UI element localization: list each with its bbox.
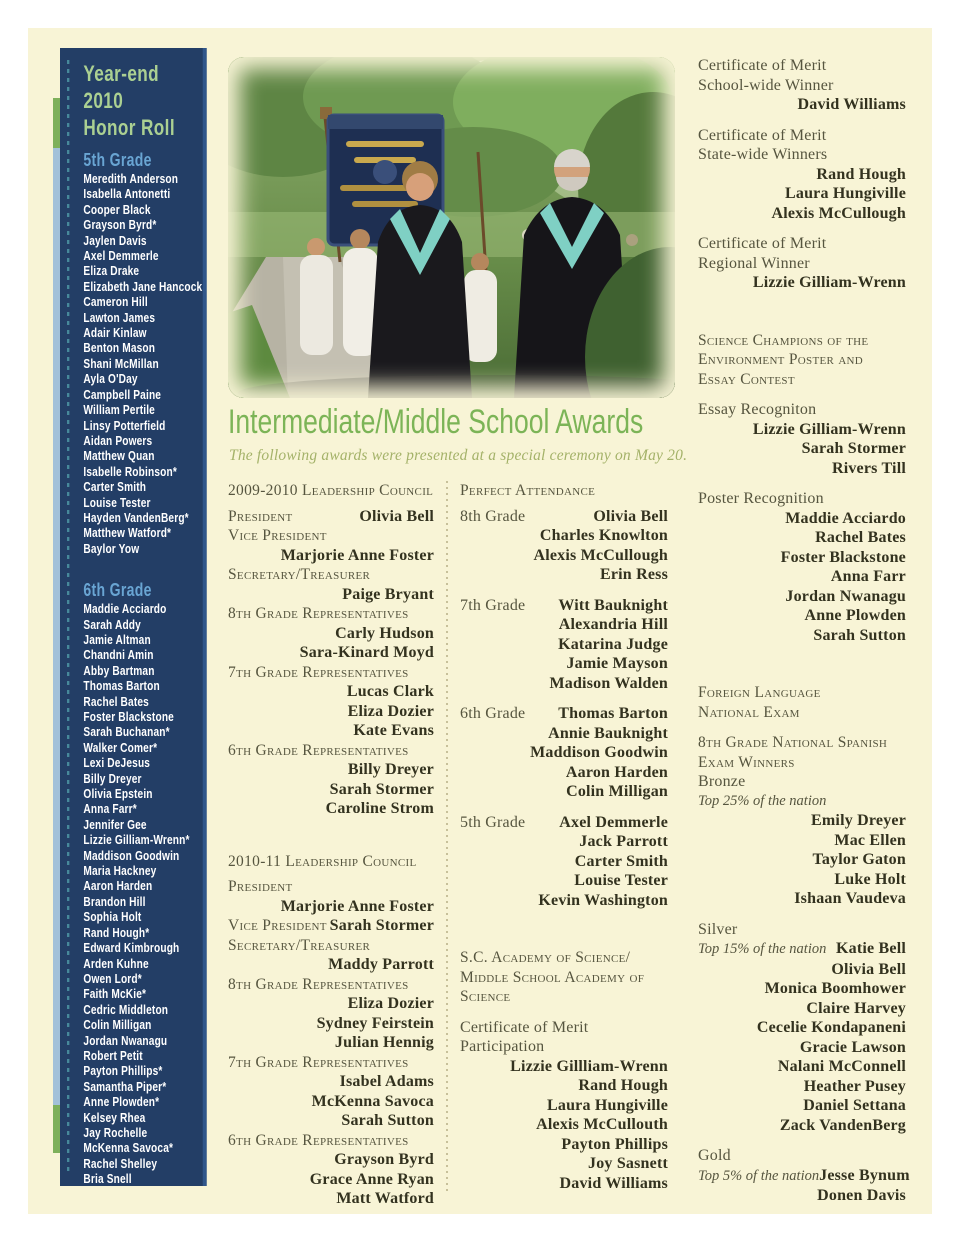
honor-roll-name: Linsy Potterfield — [83, 417, 166, 433]
section-label: 2009-2010 Leadership Council — [228, 482, 434, 499]
awardee-name: Jack Parrott — [579, 833, 668, 850]
honor-roll-name: Owen Lord* — [83, 970, 142, 986]
awardee-name: Grayson Byrd — [334, 1151, 434, 1168]
section-label: Middle School Academy of — [460, 968, 645, 986]
award-row — [460, 596, 668, 616]
awardee-name: Laura Hungiville — [785, 185, 906, 202]
graduation-photo-illustration — [228, 57, 675, 398]
awardee-name: Sarah Stormer — [801, 440, 906, 457]
award-label: Top 15% of the nation — [698, 941, 827, 957]
awardee-name: Eliza Dozier — [347, 702, 434, 720]
section-label: Silver — [698, 920, 738, 938]
spacer — [698, 389, 906, 400]
awardee-name: Luke Holt — [834, 870, 906, 888]
honor-roll-name: Thomas Barton — [83, 678, 160, 694]
award-row — [228, 507, 434, 527]
section-label: Certificate of Merit — [698, 235, 827, 252]
section-label: President — [228, 878, 293, 895]
page-subtitle: The following awards were presented at a special ceremony on May 20. — [229, 447, 688, 464]
awardee-name: Anne Plowden — [804, 607, 906, 624]
honor-roll-name: Colin Milligan — [83, 1017, 152, 1033]
awardee-name: Maddie Acciardo — [785, 509, 906, 527]
awardee-name: McKenna Savoca — [311, 1092, 434, 1110]
awardee-name: Julian Hennig — [334, 1034, 434, 1051]
honor-roll-name: Axel Demmerle — [83, 248, 159, 264]
section-label: Certificate of Merit — [698, 126, 827, 144]
honor-roll-name: Shani McMillan — [83, 355, 159, 371]
awardee-name: Lucas Clark — [346, 683, 434, 700]
honor-roll-name: Cedric Middleton — [83, 1001, 169, 1017]
awardee-name: Sarah Stormer — [329, 917, 434, 934]
accent-strip-blue — [53, 148, 60, 1105]
award-label: 5th Grade — [460, 813, 526, 831]
honor-roll-name: Grayson Byrd* — [83, 217, 157, 233]
grade-heading: 5th Grade — [83, 150, 152, 170]
section-label: Perfect Attendance — [460, 482, 596, 499]
headline-block — [228, 403, 675, 441]
awardee-name: Katie Bell — [836, 940, 906, 957]
spacer — [460, 1007, 668, 1018]
awardee-name: Emily Dreyer — [811, 812, 906, 829]
honor-roll-title-line2: Honor Roll — [83, 115, 176, 140]
awardee-name: Alexis McCullough — [533, 546, 668, 564]
honor-roll-name: Robert Petit — [83, 1047, 143, 1063]
honor-roll-name: Billy Dreyer — [83, 770, 142, 786]
spacer — [460, 693, 668, 704]
awardee-name: Erin Ress — [599, 566, 668, 583]
section-label: Gold — [698, 1147, 731, 1164]
awardee-name: Mac Ellen — [834, 831, 906, 849]
grade-heading: 6th Grade — [83, 580, 152, 601]
honor-roll-name: Samantha Piper* — [83, 1078, 167, 1094]
honor-roll-name: Jennifer Gee — [83, 816, 147, 832]
award-row — [698, 1166, 910, 1187]
awardee-name: Donen Davis — [817, 1187, 906, 1204]
section-label: National Exam — [698, 703, 800, 721]
awardee-name: Sarah Sutton — [341, 1112, 434, 1129]
awardee-name: Alexis McCullouth — [536, 1116, 668, 1133]
spacer — [698, 115, 906, 126]
section-label: Essay Contest — [698, 370, 795, 388]
spacer — [228, 819, 434, 852]
awardee-name: Olivia Bell — [593, 507, 668, 525]
awardee-name: Carter Smith — [574, 852, 668, 870]
section-label: Secretary/Treasurer — [228, 566, 371, 583]
awardee-name: Laura Hungiville — [547, 1096, 668, 1114]
honor-roll-name: Arden Kuhne — [83, 955, 149, 971]
awardee-name: Heather Pusey — [803, 1077, 906, 1095]
awardee-name: Aaron Harden — [565, 763, 668, 781]
award-row — [228, 916, 434, 936]
award-label: Vice President — [228, 917, 327, 934]
grade-names — [83, 601, 196, 1186]
awardee-name: Madison Walden — [549, 674, 668, 692]
awardee-name: Witt Bauknight — [558, 596, 668, 614]
honor-roll-name: Olivia Epstein — [83, 786, 153, 802]
honor-roll-name: Edward Kimbrough — [83, 940, 180, 956]
honor-roll-name: Jamie Altman — [83, 631, 151, 647]
honor-roll-name: Campbell Paine — [83, 386, 162, 402]
honor-roll-name: Abby Bartman — [83, 662, 155, 678]
spacer — [698, 645, 906, 683]
awardee-name: Lizzie Gilliam-Wrenn — [752, 274, 906, 291]
awardee-name: Rand Hough — [578, 1077, 668, 1094]
section-label: Exam Winners — [698, 753, 795, 771]
awardee-name: Thomas Barton — [558, 705, 668, 722]
awardee-name: Monica Boomhower — [764, 980, 906, 997]
honor-roll-name: Ayla O'Day — [83, 371, 138, 387]
honor-roll-name: Kelsey Rhea — [83, 1109, 146, 1125]
honor-roll-name: Faith McKie* — [83, 986, 147, 1002]
section-label: 6th Grade Representatives — [228, 1131, 409, 1149]
awardee-name: Maddison Goodwin — [530, 744, 668, 761]
honor-roll-name: Maria Hackney — [83, 863, 157, 879]
awardee-name: Colin Milligan — [566, 783, 668, 800]
awardee-name: Carly Hudson — [335, 624, 434, 642]
honor-roll-name: Bria Snell — [83, 1171, 132, 1187]
honor-roll-name: Sarah Addy — [83, 616, 141, 632]
section-label: S.C. Academy of Science/ — [460, 949, 631, 966]
honor-roll-name: Meredith Anderson — [83, 171, 179, 186]
accent-strip-green-bottom — [53, 1105, 60, 1153]
award-label: 8th Grade — [460, 507, 526, 525]
honor-roll-name: Maddie Acciardo — [83, 601, 167, 617]
awardee-name: Marjorie Anne Foster — [280, 546, 434, 564]
awardee-name: Daniel Settana — [803, 1097, 906, 1114]
honor-roll-name: Louise Tester — [83, 494, 151, 510]
honor-roll-name: Sophia Holt — [83, 909, 142, 925]
award-row — [698, 939, 906, 960]
awardee-name: Olivia Bell — [831, 960, 906, 978]
awardee-name: Claire Harvey — [806, 999, 906, 1017]
honor-roll-name: Foster Blackstone — [83, 709, 174, 724]
honor-roll-name: Brandon Hill — [83, 893, 146, 909]
awardee-name: Kevin Washington — [538, 891, 668, 909]
awardee-name: Joy Sasnett — [588, 1155, 668, 1172]
honor-roll-name: Lawton James — [83, 309, 156, 325]
awardee-name: Zack VandenBerg — [779, 1116, 906, 1134]
awards-column-middle — [460, 481, 668, 1193]
honor-roll-name: Sarah Buchanan* — [83, 724, 170, 740]
awardee-name: Katarina Judge — [558, 635, 668, 653]
awardee-name: Marjorie Anne Foster — [280, 897, 434, 915]
dotted-divider-line — [67, 60, 69, 1172]
awardee-name: Alexandria Hill — [558, 616, 668, 633]
section-label: Vice President — [228, 527, 327, 544]
honor-roll-name: Lizzie Gilliam-Wrenn* — [83, 832, 190, 848]
awardee-name: Foster Blackstone — [780, 548, 906, 566]
honor-roll-name: Chandni Amin — [83, 647, 154, 663]
honor-roll-name: Benton Mason — [83, 340, 156, 356]
awardee-name: Matt Watford — [336, 1190, 434, 1207]
spacer — [460, 802, 668, 813]
honor-roll-name: Isabella Antonetti — [83, 186, 171, 202]
awardee-name: Louise Tester — [574, 872, 668, 889]
honor-roll-name: McKenna Savoca* — [83, 1140, 174, 1156]
awardee-name: Eliza Dozier — [347, 995, 434, 1012]
section-label: 8th Grade National Spanish — [698, 734, 888, 751]
honor-roll-name: Cooper Black — [83, 201, 151, 217]
award-label: 6th Grade — [460, 705, 526, 722]
awardee-name: Lizzie Gillliam-Wrenn — [510, 1057, 668, 1075]
award-label: 7th Grade — [460, 596, 526, 614]
awardee-name: Nalani McConnell — [777, 1058, 906, 1075]
honor-roll-name: Walker Comer* — [83, 739, 158, 755]
honor-roll-name: Jay Rochelle — [83, 1124, 148, 1140]
page-title: Intermediate/Middle School Awards — [228, 403, 644, 441]
awards-column-right — [698, 56, 910, 1206]
awardee-name: Rachel Bates — [815, 529, 906, 546]
awardee-name: Annie Bauknight — [548, 724, 668, 742]
grade-names — [83, 171, 203, 556]
honor-roll-name: Rachel Shelley — [83, 1155, 158, 1171]
section-label: 8th Grade Representatives — [228, 975, 409, 993]
awardee-name: Anna Farr — [830, 568, 906, 585]
spacer — [698, 223, 906, 234]
spacer — [698, 1135, 906, 1146]
section-label: 7th Grade Representatives — [228, 1053, 409, 1071]
honor-roll-name: Payton Phillips* — [83, 1063, 163, 1079]
honor-roll-name: Jaylen Davis — [83, 232, 147, 248]
honor-roll-name: Elizabeth Jane Hancock — [83, 278, 203, 294]
awardee-name: Charles Knowlton — [539, 527, 668, 544]
graduation-photo — [228, 57, 675, 398]
section-label: 7th Grade Representatives — [228, 663, 409, 681]
honor-roll-name: Rand Hough* — [83, 924, 150, 940]
section-label: Environment Poster and — [698, 351, 864, 368]
awardee-name: Payton Phillips — [561, 1135, 668, 1153]
honor-roll-name: Anne Plowden* — [83, 1094, 160, 1110]
awardee-name: Olivia Bell — [359, 507, 434, 525]
awardee-name: Axel Demmerle — [559, 813, 668, 831]
honor-roll-name: Adair Kinlaw — [83, 325, 147, 341]
awardee-name: Sarah Sutton — [813, 626, 906, 644]
awardee-name: Maddy Parrott — [328, 956, 434, 973]
awardee-name: Ishaan Vaudeva — [794, 890, 906, 907]
spacer — [460, 585, 668, 596]
awardee-name: Caroline Strom — [325, 800, 434, 817]
section-label: Science Champions of the — [698, 331, 869, 349]
section-label: State-wide Winners — [698, 146, 828, 163]
honor-roll-name: Matthew Watford* — [83, 525, 172, 541]
awardee-name: Jesse Bynum — [819, 1166, 910, 1184]
section-label: 2010-11 Leadership Council — [228, 852, 417, 870]
awardee-name: Sarah Stormer — [329, 780, 434, 798]
column-separator — [446, 481, 448, 1193]
award-label: President — [228, 507, 293, 525]
honor-roll-groups — [83, 150, 203, 1187]
section-label: Certificate of Merit — [460, 1018, 589, 1036]
honor-roll-name: Aaron Harden — [83, 878, 153, 894]
section-label: Top 25% of the nation — [698, 792, 827, 809]
award-label: Top 5% of the nation — [698, 1167, 820, 1184]
honor-roll-name: Jordan Nwanagu — [83, 1032, 168, 1048]
honor-roll-name: Hayden VandenBerg* — [83, 509, 189, 525]
awardee-name: Sara-Kinard Moyd — [299, 644, 434, 661]
awardee-name: Grace Anne Ryan — [309, 1170, 434, 1188]
awardee-name: Lizzie Gilliam-Wrenn — [752, 420, 906, 438]
awardee-name: Jamie Mayson — [566, 655, 668, 672]
honor-roll-name: Maddison Goodwin — [83, 847, 180, 863]
section-label: Essay Recogniton — [698, 401, 817, 418]
award-row — [460, 704, 668, 724]
section-label: Participation — [460, 1038, 545, 1055]
awardee-name: David Williams — [797, 96, 906, 113]
spacer — [698, 293, 906, 331]
section-label: Foreign Language — [698, 684, 821, 701]
honor-roll-name: Lexi DeJesus — [83, 755, 151, 771]
accent-strip-green-top — [53, 98, 60, 148]
awards-column-left — [228, 481, 434, 1209]
section-label: School-wide Winner — [698, 76, 834, 94]
honor-roll-title-line1: Year-end 2010 — [83, 61, 160, 113]
section-label: Bronze — [698, 773, 746, 790]
honor-roll-name: William Pertile — [83, 402, 155, 418]
honor-roll-name: Rachel Bates — [83, 693, 149, 709]
section-label: 6th Grade Representatives — [228, 741, 409, 759]
awardee-name: Sydney Feirstein — [316, 1014, 434, 1032]
section-label: Certificate of Merit — [698, 57, 827, 74]
awardee-name: Taylor Gaton — [812, 851, 906, 868]
honor-roll-name: Anna Farr* — [83, 801, 137, 817]
awardee-name: David Williams — [559, 1174, 668, 1192]
spacer — [698, 478, 906, 489]
honor-roll-sidebar — [60, 48, 207, 1186]
honor-roll-name: Matthew Quan — [83, 448, 155, 464]
section-label: Science — [460, 988, 511, 1005]
awardee-name: Isabel Adams — [339, 1073, 434, 1090]
awardee-name: Rand Hough — [816, 165, 906, 183]
section-label: Poster Recognition — [698, 490, 824, 507]
awardee-name: Rivers Till — [831, 459, 906, 477]
awardee-name: Jordan Nwanagu — [785, 587, 906, 605]
honor-roll-name: Carter Smith — [83, 479, 147, 495]
awardee-name: Alexis McCullough — [771, 204, 906, 222]
awardee-name: Kate Evans — [353, 722, 434, 739]
awardee-name: Paige Bryant — [342, 585, 434, 603]
spacer — [698, 722, 906, 733]
honor-roll-name: Eliza Drake — [83, 263, 140, 279]
awardee-name: Cecelie Kondapaneni — [756, 1019, 906, 1036]
honor-roll-name: Baylor Yow — [83, 540, 140, 556]
section-label: Regional Winner — [698, 254, 810, 272]
section-label: 8th Grade Representatives — [228, 605, 409, 622]
section-label: Secretary/Treasurer — [228, 936, 371, 954]
award-row — [460, 507, 668, 527]
honor-roll-name: Aidan Powers — [83, 432, 153, 448]
spacer — [698, 909, 906, 920]
awardee-name: Billy Dreyer — [347, 761, 434, 778]
honor-roll-name: Cameron Hill — [83, 294, 148, 310]
honor-roll-name: Isabelle Robinson* — [83, 463, 177, 479]
spacer — [460, 910, 668, 948]
awardee-name: Gracie Lawson — [799, 1038, 906, 1056]
award-row — [460, 813, 668, 833]
